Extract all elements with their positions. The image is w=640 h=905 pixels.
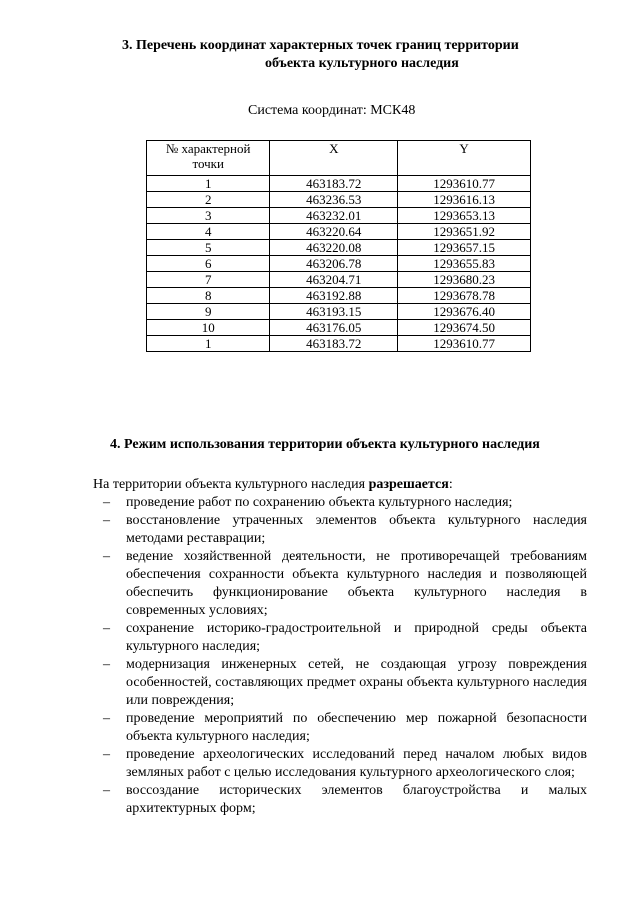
cell-y: 1293616.13 bbox=[398, 192, 531, 208]
list-item bbox=[93, 512, 587, 548]
cell-point-number: 1 bbox=[147, 336, 270, 352]
cell-point-number: 9 bbox=[147, 304, 270, 320]
section-3-title-line1: 3. Перечень координат характерных точек границ территории bbox=[122, 38, 519, 53]
cell-y: 1293657.15 bbox=[398, 240, 531, 256]
table-row bbox=[147, 224, 531, 240]
table-row bbox=[147, 304, 531, 320]
header-point-number: № характерной точки bbox=[147, 141, 270, 176]
cell-point-number: 8 bbox=[147, 288, 270, 304]
cell-x: 463232.01 bbox=[270, 208, 398, 224]
list-item-text: проведение мероприятий по обеспечению мер пожарной безопасности объекта культурного наследия; bbox=[126, 711, 587, 744]
table-row bbox=[147, 336, 531, 352]
table-row bbox=[147, 176, 531, 192]
list-item bbox=[93, 656, 587, 710]
list-item bbox=[93, 548, 587, 620]
list-item bbox=[93, 620, 587, 656]
cell-x: 463183.72 bbox=[270, 336, 398, 352]
dash-bullet: – bbox=[103, 513, 110, 528]
table-row bbox=[147, 288, 531, 304]
table-row bbox=[147, 208, 531, 224]
cell-x: 463236.53 bbox=[270, 192, 398, 208]
dash-bullet: – bbox=[103, 783, 110, 798]
intro-text: На территории объекта культурного наследия bbox=[93, 477, 369, 492]
cell-x: 463193.15 bbox=[270, 304, 398, 320]
cell-x: 463206.78 bbox=[270, 256, 398, 272]
dash-bullet: – bbox=[103, 711, 110, 726]
cell-x: 463183.72 bbox=[270, 176, 398, 192]
cell-y: 1293651.92 bbox=[398, 224, 531, 240]
dash-bullet: – bbox=[103, 621, 110, 636]
cell-y: 1293678.78 bbox=[398, 288, 531, 304]
coordinate-system-label: Система координат: МСК48 bbox=[248, 103, 416, 118]
dash-bullet: – bbox=[103, 657, 110, 672]
intro-paragraph bbox=[93, 476, 453, 494]
table-row bbox=[147, 256, 531, 272]
cell-x: 463176.05 bbox=[270, 320, 398, 336]
cell-point-number: 3 bbox=[147, 208, 270, 224]
dash-bullet: – bbox=[103, 549, 110, 564]
cell-y: 1293676.40 bbox=[398, 304, 531, 320]
permitted-activities-list bbox=[93, 494, 587, 818]
list-item-text: восстановление утраченных элементов объекта культурного наследия методами реставрации; bbox=[126, 513, 587, 546]
cell-x: 463204.71 bbox=[270, 272, 398, 288]
table-row bbox=[147, 240, 531, 256]
list-item-text: проведение работ по сохранению объекта культурного наследия; bbox=[126, 495, 513, 510]
cell-point-number: 6 bbox=[147, 256, 270, 272]
intro-colon: : bbox=[448, 477, 453, 492]
list-item-text: проведение археологических исследований перед началом любых видов земляных работ с целью исследования культурного археологического слоя; bbox=[126, 747, 587, 780]
intro-bold-word: разрешается bbox=[368, 477, 449, 492]
cell-x: 463220.64 bbox=[270, 224, 398, 240]
table-row bbox=[147, 272, 531, 288]
section-4-title: 4. Режим использования территории объекта культурного наследия bbox=[110, 437, 540, 452]
table-header-row bbox=[147, 141, 531, 176]
cell-point-number: 7 bbox=[147, 272, 270, 288]
cell-y: 1293655.83 bbox=[398, 256, 531, 272]
cell-y: 1293610.77 bbox=[398, 176, 531, 192]
list-item bbox=[93, 710, 587, 746]
list-item-text: модернизация инженерных сетей, не создающая угрозу повреждения особенностей, составляющих предмет охраны объекта культурного наследия или повреждения; bbox=[126, 657, 587, 708]
cell-point-number: 10 bbox=[147, 320, 270, 336]
table-row bbox=[147, 320, 531, 336]
cell-point-number: 4 bbox=[147, 224, 270, 240]
cell-x: 463192.88 bbox=[270, 288, 398, 304]
list-item-text: сохранение историко-градостроительной и природной среды объекта культурного наследия; bbox=[126, 621, 587, 654]
dash-bullet: – bbox=[103, 747, 110, 762]
dash-bullet: – bbox=[103, 495, 110, 510]
cell-x: 463220.08 bbox=[270, 240, 398, 256]
cell-point-number: 5 bbox=[147, 240, 270, 256]
cell-y: 1293680.23 bbox=[398, 272, 531, 288]
table-row bbox=[147, 192, 531, 208]
list-item bbox=[93, 782, 587, 818]
list-item bbox=[93, 746, 587, 782]
list-item-text: ведение хозяйственной деятельности, не противоречащей требованиям обеспечения сохранности объекта культурного наследия и позволяющей обеспечить функционирование объекта культурного наследия в современных условиях; bbox=[126, 549, 587, 618]
cell-y: 1293653.13 bbox=[398, 208, 531, 224]
cell-point-number: 1 bbox=[147, 176, 270, 192]
list-item bbox=[93, 494, 587, 512]
coordinates-table bbox=[146, 140, 531, 352]
cell-y: 1293610.77 bbox=[398, 336, 531, 352]
header-x: X bbox=[270, 141, 398, 176]
section-3-title-line2: объекта культурного наследия bbox=[265, 56, 459, 71]
cell-y: 1293674.50 bbox=[398, 320, 531, 336]
cell-point-number: 2 bbox=[147, 192, 270, 208]
list-item-text: воссоздание исторических элементов благоустройства и малых архитектурных форм; bbox=[126, 783, 587, 816]
header-y: Y bbox=[398, 141, 531, 176]
